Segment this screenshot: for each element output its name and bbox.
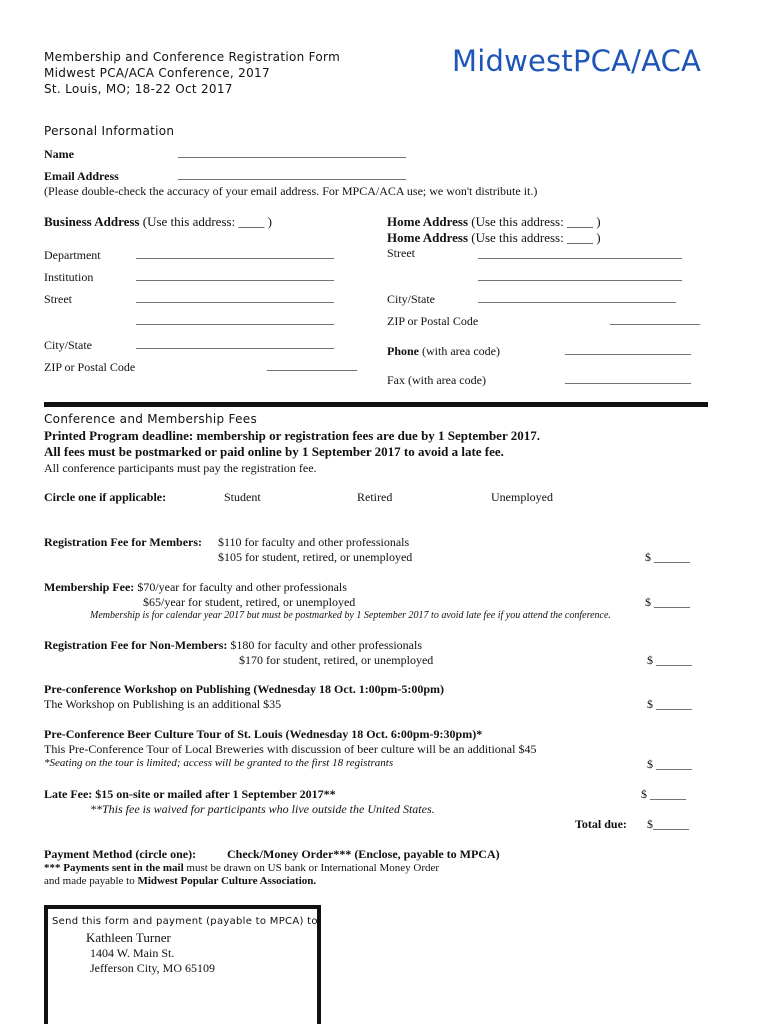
name-label: Name (44, 147, 74, 161)
total-due-label: Total due: (575, 817, 627, 831)
deadline-line-1: Printed Program deadline: membership or registration fees are due by 1 September 2017. (44, 428, 540, 443)
phone-field[interactable]: _____________________ (565, 342, 691, 356)
option-retired[interactable]: Retired (357, 490, 393, 504)
workshop-description: The Workshop on Publishing is an additional $35 (44, 697, 282, 711)
late-fee-note: **This fee is waived for participants who live outside the United States. (90, 802, 435, 816)
email-label: Email Address (44, 169, 119, 183)
business-zip-label: ZIP or Postal Code (44, 360, 136, 374)
institution-field[interactable]: _________________________________ (136, 268, 334, 282)
phone-label-bold: Phone (387, 344, 420, 358)
payment-note-1-bold: *** Payments sent in the mail (44, 862, 184, 874)
home-address-label-1: Home Address (387, 214, 469, 229)
send-to-name: Kathleen Turner (86, 930, 171, 945)
personal-info-heading: Personal Information (44, 124, 175, 138)
business-street-field-2[interactable]: _________________________________ (136, 312, 334, 326)
department-field[interactable]: _________________________________ (136, 246, 334, 260)
circle-one-label: Circle one if applicable: (44, 490, 167, 504)
membership-note: Membership is for calendar year 2017 but must be postmarked by 1 September 2017 to avoid late fee if you attend the conference. (90, 610, 611, 621)
home-address-label-2: Home Address (387, 230, 469, 245)
home-use-this-1: (Use this address: ____ ) (471, 214, 601, 229)
phone-label (387, 344, 500, 359)
membership-fee-line-1 (44, 580, 347, 595)
business-use-this: (Use this address: ____ ) (142, 214, 273, 229)
payment-note-2-bold: Midwest Popular Culture Association. (137, 875, 317, 887)
send-to-city: Jefferson City, MO 65109 (90, 961, 215, 975)
email-field[interactable]: ______________________________________ (178, 167, 406, 181)
home-address-heading-2 (387, 230, 601, 246)
beer-tour-amount[interactable]: $ ______ (647, 757, 692, 771)
reg-non-members-line-1 (44, 638, 422, 653)
home-street-label: Street (387, 246, 415, 260)
business-city-label: City/State (44, 338, 92, 352)
department-label: Department (44, 248, 101, 262)
beer-tour-note: *Seating on the tour is limited; access will be granted to the first 18 registrants (44, 757, 394, 769)
midwest-pca-aca-logo (452, 44, 701, 78)
email-note: (Please double-check the accuracy of your email address. For MPCA/ACA use; we won't distribute it.) (44, 184, 538, 198)
membership-rate-2: $65/year for student, retired, or unemployed (143, 595, 356, 609)
conference-location-dates: St. Louis, MO; 18-22 Oct 2017 (44, 82, 233, 96)
home-city-label: City/State (387, 292, 435, 306)
all-participants-note: All conference participants must pay the registration fee. (44, 461, 317, 475)
business-address-heading (44, 214, 272, 230)
home-street-field-2[interactable]: __________________________________ (478, 268, 682, 282)
reg-members-rate-1: $110 for faculty and other professionals (218, 535, 410, 549)
reg-members-rate-2: $105 for student, retired, or unemployed (218, 550, 413, 564)
send-to-street: 1404 W. Main St. (90, 946, 175, 960)
deadline-line-2: All fees must be postmarked or paid online by 1 September 2017 to avoid a late fee. (44, 444, 504, 459)
business-address-label: Business Address (44, 214, 140, 229)
section-divider (44, 402, 708, 407)
home-zip-label: ZIP or Postal Code (387, 314, 479, 328)
reg-members-label: Registration Fee for Members: (44, 535, 203, 549)
fax-field[interactable]: _____________________ (565, 371, 691, 385)
reg-non-members-label: Registration Fee for Non-Members: (44, 638, 228, 652)
home-zip-field[interactable]: _______________ (610, 312, 700, 326)
late-fee-amount[interactable]: $ ______ (641, 787, 686, 801)
membership-rate-1: $70/year for faculty and other professionals (137, 580, 347, 594)
form-title: Membership and Conference Registration Form (44, 50, 341, 64)
logo-midwest: Midwest (452, 44, 573, 78)
payment-method-label: Payment Method (circle one): (44, 847, 197, 861)
reg-non-rate-1: $180 for faculty and other professionals (230, 638, 423, 652)
payment-note-2-pre: and made payable to (44, 875, 135, 887)
reg-non-rate-2: $170 for student, retired, or unemployed (239, 653, 434, 667)
phone-label-rest: (with area code) (422, 344, 500, 358)
total-due-field[interactable]: $______ (647, 817, 689, 831)
fax-label: Fax (with area code) (387, 373, 486, 387)
late-fee-title: Late Fee: $15 on-site or mailed after 1 September 2017** (44, 787, 336, 801)
reg-members-amount[interactable]: $ ______ (645, 550, 690, 564)
membership-fee-label: Membership Fee: (44, 580, 135, 594)
home-use-this-2: (Use this address: ____ ) (471, 230, 601, 245)
name-field[interactable]: ______________________________________ (178, 145, 406, 159)
business-city-field[interactable]: _________________________________ (136, 336, 334, 350)
payment-note-2 (44, 875, 316, 887)
payment-note-1 (44, 862, 439, 874)
home-city-field[interactable]: _________________________________ (478, 290, 676, 304)
institution-label: Institution (44, 270, 94, 284)
beer-tour-title: Pre-Conference Beer Culture Tour of St. Louis (Wednesday 18 Oct. 6:00pm-9:30pm)* (44, 727, 483, 741)
home-street-field[interactable]: __________________________________ (478, 246, 682, 260)
logo-pca-aca: PCA/ACA (572, 44, 702, 78)
payment-option-check[interactable]: Check/Money Order*** (Enclose, payable to MPCA) (227, 847, 500, 861)
reg-non-members-amount[interactable]: $ ______ (647, 653, 692, 667)
workshop-amount[interactable]: $ ______ (647, 697, 692, 711)
beer-tour-description: This Pre-Conference Tour of Local Breweries with discussion of beer culture will be an additional $45 (44, 742, 537, 756)
business-zip-field[interactable]: _______________ (267, 358, 357, 372)
payment-note-1-rest: must be drawn on US bank or International Money Order (186, 862, 440, 874)
conference-name: Midwest PCA/ACA Conference, 2017 (44, 66, 270, 80)
option-unemployed[interactable]: Unemployed (491, 490, 553, 504)
business-street-label: Street (44, 292, 72, 306)
membership-amount[interactable]: $ ______ (645, 595, 690, 609)
workshop-title: Pre-conference Workshop on Publishing (Wednesday 18 Oct. 1:00pm-5:00pm) (44, 682, 445, 696)
option-student[interactable]: Student (224, 490, 261, 504)
home-address-heading-1 (387, 214, 601, 230)
business-street-field[interactable]: _________________________________ (136, 290, 334, 304)
fees-heading: Conference and Membership Fees (44, 412, 258, 426)
send-to-heading: Send this form and payment (payable to MPCA) to: (52, 916, 322, 927)
